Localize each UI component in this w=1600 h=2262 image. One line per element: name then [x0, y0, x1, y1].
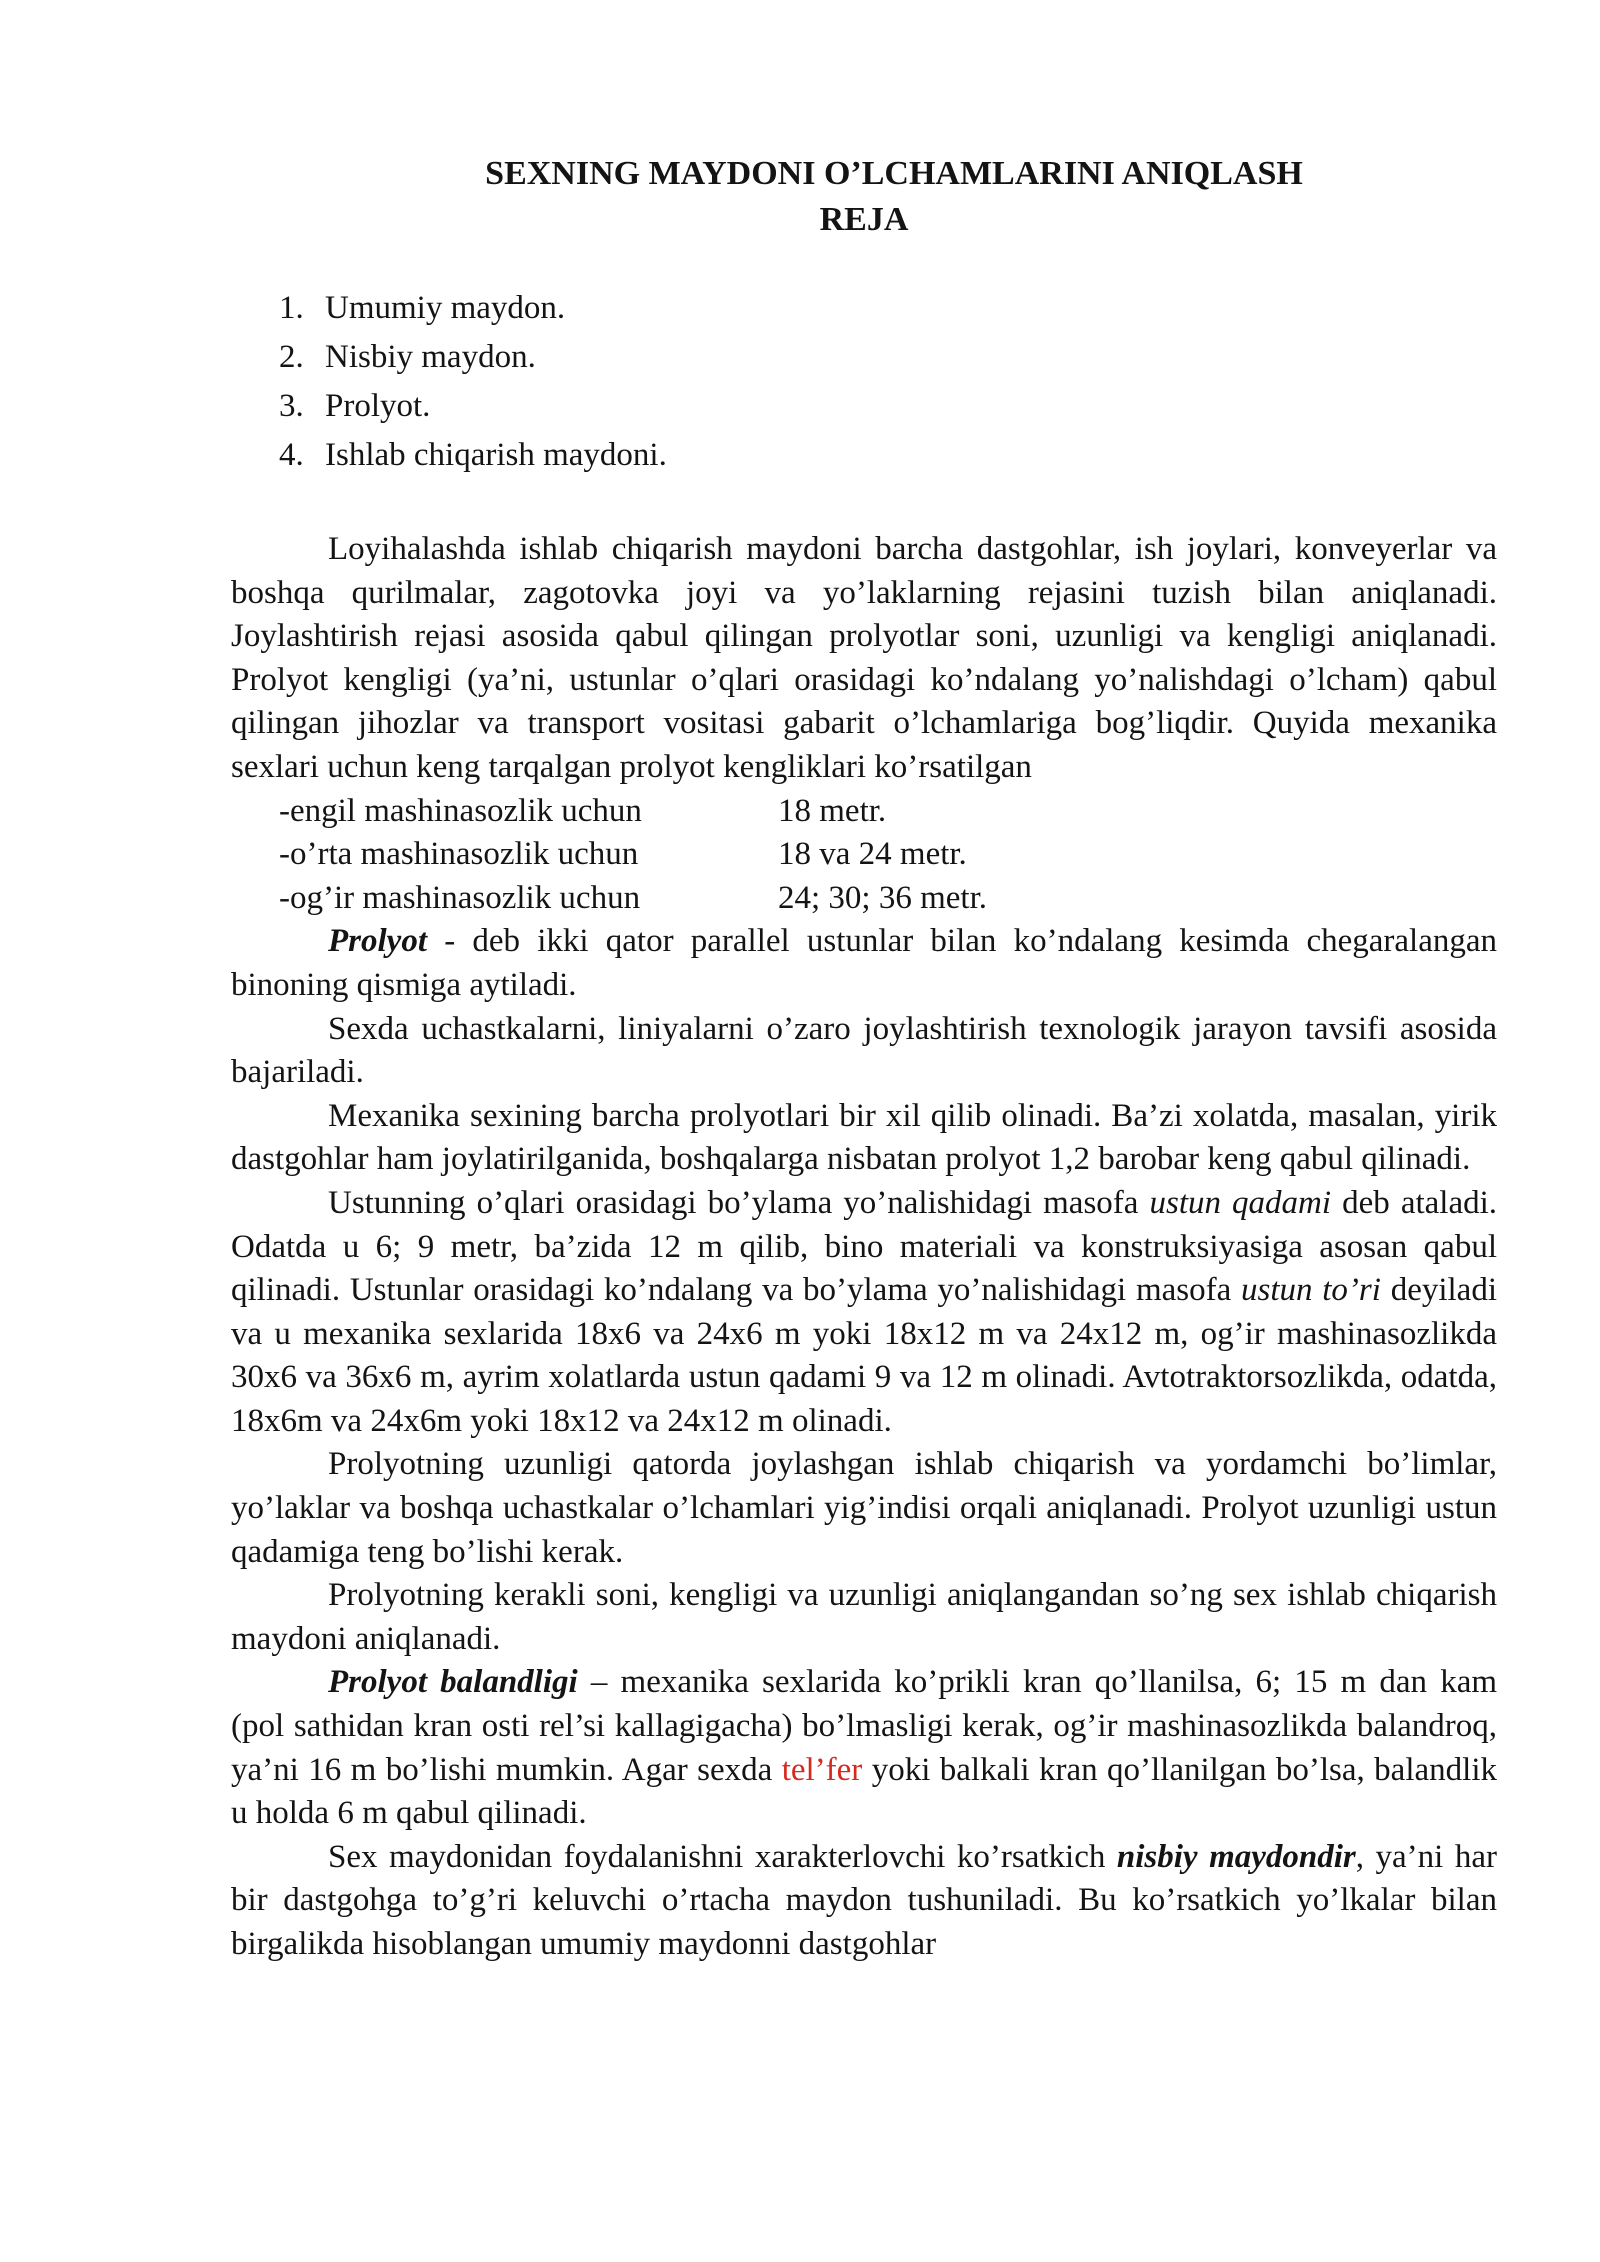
paragraph-intro: Loyihalashda ishlab chiqarish maydoni barcha dastgohlar, ish joylari, konveyerlar va boshqa qurilmalar, zagotovka joyi va yo’laklarning rejasini tuzish bilan aniqlanadi. Joylashtirish rejasi asosida qabul qilingan prolyotlar soni, uzunligi va kengligi aniqlanadi. Prolyot kengligi (ya’ni, ustunlar o’qlari orasidagi ko’ndalang yo’nalishdagi o’lcham) qabul qilingan jihozlar va transport vositasi gabarit o’lchamlariga bog’liqdir. Quyida mexanika sexlari uchun keng tarqalgan prolyot kengliklari ko’rsatilgan	[231, 531, 1497, 785]
width-row-value: 24; 30; 36 metr.	[778, 879, 987, 916]
plan-list	[279, 284, 667, 480]
width-row-value: 18 metr.	[778, 792, 887, 829]
paragraph-column-step	[231, 1182, 1497, 1444]
width-row	[231, 877, 1497, 921]
plan-item	[279, 284, 667, 333]
paragraph-text: yoki balkali kran qo’llanilgan bo’lsa, balandlik u holda 6 m qabul qilinadi.	[231, 1751, 1497, 1832]
width-row-label: -engil mashinasozlik uchun	[279, 792, 642, 829]
paragraph-prolyots: Mexanika sexining barcha prolyotlari bir xil qilib olinadi. Ba’zi xolatda, masalan, yirik dastgohlar ham joylatirilganida, boshqalarga nisbatan prolyot 1,2 barobar keng qabul qilinadi.	[231, 1097, 1497, 1178]
document-title: SEXNING MAYDONI O’LCHAMLARINI ANIQLASH	[485, 155, 1303, 192]
term-prolyot-balandligi: Prolyot balandligi	[328, 1664, 578, 1701]
term-prolyot: Prolyot	[328, 923, 427, 960]
plan-item	[279, 431, 667, 480]
paragraph-text: Ustunning o’qlari orasidagi bo’ylama yo’nalishidagi masofa	[328, 1184, 1150, 1221]
term-ustun-qadami: ustun qadami	[1149, 1184, 1332, 1221]
plan-item-text: Prolyot.	[325, 388, 431, 424]
term-nisbiy-maydon: nisbiy maydondir	[1116, 1838, 1356, 1875]
paragraph-text: Sex maydonidan foydalanishni xarakterlovchi ko’rsatkich	[328, 1838, 1117, 1875]
highlighted-term: tel’fer	[781, 1751, 863, 1788]
paragraph-length: Prolyotning uzunligi qatorda joylashgan ishlab chiqarish va yordamchi bo’limlar, yo’laklar va boshqa uchastkalar o’lchamlari yig’indisi orqali aniqlanadi. Prolyot uzunligi ustun qadamiga teng bo’lishi kerak.	[231, 1446, 1497, 1570]
document-body	[231, 528, 1497, 1967]
width-row	[231, 790, 1497, 834]
plan-item-number: 3.	[279, 388, 304, 424]
plan-item-text: Ishlab chiqarish maydoni.	[325, 437, 667, 473]
term-ustun-tori: ustun to’ri	[1241, 1272, 1381, 1309]
plan-item-text: Umumiy maydon.	[325, 290, 566, 326]
paragraph-prolyot-definition	[231, 920, 1497, 1007]
plan-item-number: 2.	[279, 339, 304, 375]
width-row-label: -o’rta mashinasozlik uchun	[279, 836, 639, 873]
paragraph-text: - deb ikki qator parallel ustunlar bilan ko’ndalang kesimda chegaralangan binoning qismiga aytiladi.	[231, 923, 1497, 1003]
plan-item	[279, 333, 667, 382]
paragraph-text: – mexanika sexlarida ko’prikli kran qo’llanilsa, 6; 15 m dan kam (pol sathidan kran osti rel’si kallagigacha) bo’lmasligi kerak, og’ir mashinasozlikda balandroq, ya’ni 16 m bo’lishi mumkin. Agar sexda	[231, 1664, 1498, 1788]
plan-item-text: Nisbiy maydon.	[325, 339, 536, 375]
paragraph-sections: Sexda uchastkalarni, liniyalarni o’zaro joylashtirish texnologik jarayon tavsifi asosida bajariladi.	[231, 1010, 1497, 1091]
plan-item	[279, 382, 667, 431]
paragraph-relative-area	[231, 1836, 1497, 1967]
width-row	[231, 833, 1497, 877]
plan-heading: REJA	[819, 201, 909, 238]
width-row-value: 18 va 24 metr.	[778, 836, 967, 873]
paragraph-text: deyiladi va u mexanika sexlarida 18x6 va 24x6 m yoki 18x12 m va 24x12 m, og’ir mashinasozlikda 30x6 va 36x6 m, ayrim xolatlarda ustun qadami 9 va 12 m olinadi. Avtotraktorsozlikda, odatda, 18x6m va 24x6m yoki 18x12 va 24x12 m olinadi.	[231, 1272, 1497, 1439]
paragraph-height	[231, 1661, 1497, 1835]
plan-item-number: 4.	[279, 437, 304, 473]
plan-item-number: 1.	[279, 290, 304, 326]
paragraph-area: Prolyotning kerakli soni, kengligi va uzunligi aniqlangandan so’ng sex ishlab chiqarish maydoni aniqlanadi.	[231, 1577, 1497, 1657]
paragraph-text: , ya’ni har bir dastgohga to’g’ri keluvchi o’rtacha maydon tushuniladi. Bu ko’rsatkich yo’lkalar bilan birgalikda hisoblangan umumiy maydonni dastgohlar	[231, 1838, 1497, 1962]
width-row-label: -og’ir mashinasozlik uchun	[279, 879, 641, 916]
paragraph-text: deb ataladi. Odatda u 6; 9 metr, ba’zida 12 m qilib, bino materiali va konstruksiyasiga asosan qabul qilinadi. Ustunlar orasidagi ko’ndalang va bo’ylama yo’nalishidagi masofa	[231, 1184, 1498, 1309]
